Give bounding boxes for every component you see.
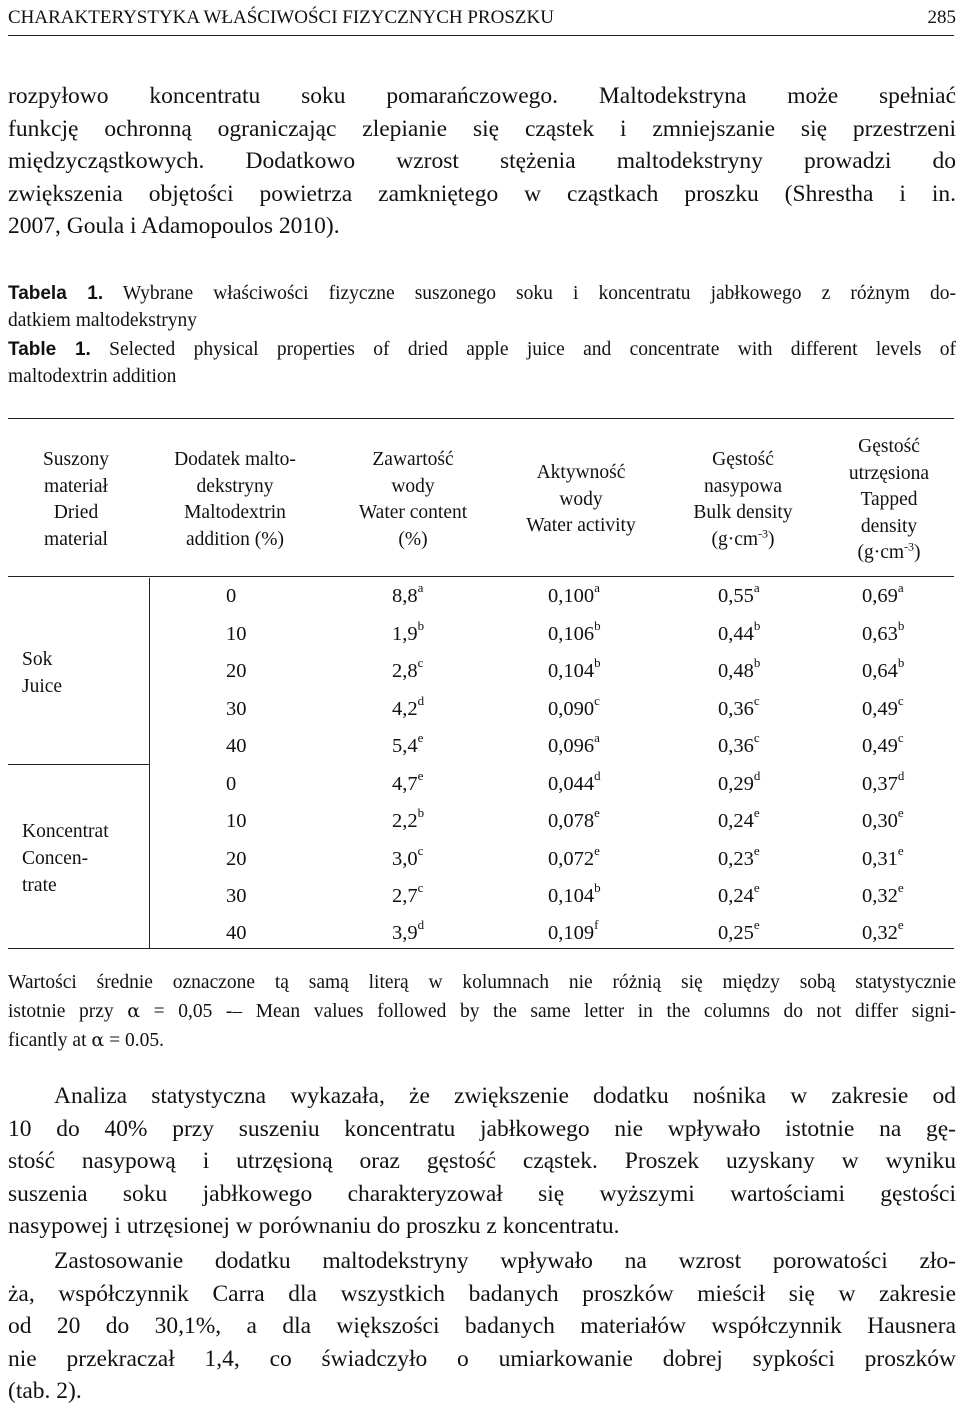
cell-value: 0,104 <box>548 660 595 682</box>
caption-label: Table 1. <box>8 339 91 360</box>
significance-letter: e <box>594 805 600 821</box>
text-line: ża, współczynnik Carra dla wszystkich badanych proszków mieścił się w zakresie <box>8 1280 956 1307</box>
column-header-tapped-density <box>814 434 960 567</box>
significance-letter: b <box>594 655 601 671</box>
significance-letter: e <box>897 880 904 896</box>
significance-letter: d <box>753 768 761 784</box>
text-line: Analiza statystyczna wykazała, że zwiększenie dodatku nośnika w zakresie od <box>54 1083 956 1109</box>
cell-value: 2,2 <box>392 810 418 832</box>
significance-letter: c <box>897 693 904 709</box>
cell-value: 4,2 <box>392 698 418 720</box>
significance-letter: a <box>897 580 904 596</box>
header-line: addition (%) <box>185 528 284 550</box>
unit-text: ) <box>768 528 775 550</box>
cell-bulk-density <box>718 880 760 908</box>
text-line: Zastosowanie dodatku maltodekstryny wpływało na wzrost porowatości zło- <box>54 1248 956 1274</box>
significance-letter: c <box>753 693 760 709</box>
cell-value: 0,096 <box>548 735 595 757</box>
header-line: dekstryny <box>196 475 274 497</box>
column-header-material <box>10 447 142 553</box>
cell-addition: 10 <box>226 810 247 832</box>
unit-exponent: -3 <box>758 526 769 540</box>
significance-letter: b <box>594 618 601 634</box>
cell-water-content <box>392 730 424 758</box>
column-header-addition <box>152 447 318 553</box>
cell-value: 4,7 <box>392 773 418 795</box>
group-label-juice <box>22 646 62 700</box>
unit-exponent: -3 <box>904 539 915 554</box>
header-line: Suszony <box>42 449 110 470</box>
text-line: 10 do 40% przy suszeniu koncentratu jabłkowego nie wpływało istotnie na gę- <box>8 1115 956 1142</box>
cell-tapped-density <box>862 655 905 683</box>
text-line: nasypowej i utrzęsionej w porównaniu do proszku z koncentratu. <box>8 1213 620 1239</box>
significance-letter: d <box>417 917 425 933</box>
text-line: 2007, Goula i Adamopoulos 2010). <box>8 213 340 239</box>
significance-letter: c <box>897 730 904 746</box>
footnote-text: = 0.05. <box>104 1030 164 1051</box>
cell-bulk-density <box>718 580 760 608</box>
cell-value: 0,29 <box>718 773 754 795</box>
cell-value: 0,078 <box>548 810 595 832</box>
caption-line <box>8 336 956 363</box>
significance-letter: b <box>417 618 425 634</box>
cell-value: 0,31 <box>862 848 898 870</box>
cell-value: 0,37 <box>862 773 898 795</box>
significance-letter: d <box>417 693 425 709</box>
text-line: (tab. 2). <box>8 1378 82 1404</box>
footnote-line <box>8 1026 956 1055</box>
cell-water-activity <box>548 880 601 908</box>
cell-value: 0,55 <box>718 585 754 607</box>
header-line: wody <box>559 488 603 510</box>
cell-value: 0,104 <box>548 885 595 907</box>
body-paragraph-analysis <box>8 1080 956 1243</box>
cell-value: 0,64 <box>862 660 898 682</box>
cell-addition: 30 <box>226 698 247 720</box>
cell-water-activity <box>548 917 599 945</box>
cell-tapped-density <box>862 580 904 608</box>
cell-addition: 40 <box>226 922 247 944</box>
column-header-water-activity <box>498 460 664 540</box>
significance-letter: b <box>897 655 905 671</box>
cell-value: 3,9 <box>392 922 418 944</box>
cell-tapped-density <box>862 805 904 833</box>
text-line: nie przekraczał 1,4, co świadczyło o umiarkowanie dobrej sypkości proszków <box>8 1345 956 1372</box>
cell-value: 0,63 <box>862 623 898 645</box>
header-unit <box>814 540 960 567</box>
group-label-line: Concen- <box>22 848 89 869</box>
cell-addition: 30 <box>226 885 247 907</box>
significance-letter: b <box>753 655 761 671</box>
significance-letter: a <box>594 580 600 596</box>
caption-line: maltodextrin addition <box>8 366 177 387</box>
header-line: Bulk density <box>693 502 793 523</box>
alpha-symbol: α <box>127 1000 141 1022</box>
cell-bulk-density <box>718 768 761 796</box>
cell-value: 0,44 <box>718 623 754 645</box>
cell-value: 0,106 <box>548 623 595 645</box>
table-header-rule <box>8 576 954 577</box>
significance-letter: a <box>753 580 760 596</box>
text-line: od 20 do 30,1%, a dla większości badanych materiałów współczynnik Hausnera <box>8 1313 956 1339</box>
unit-text: (g·cm <box>857 542 905 563</box>
footnote-line: Wartości średnie oznaczone tą samą literą w kolumnach nie różnią się między sobą statystycznie <box>8 972 956 993</box>
cell-tapped-density <box>862 730 904 758</box>
table-footnote <box>8 968 956 1055</box>
group-label-concentrate <box>22 818 109 899</box>
caption-text: Selected physical properties of dried apple juice and concentrate with different levels of <box>90 339 957 360</box>
cell-water-activity <box>548 693 600 721</box>
cell-water-content <box>392 880 424 908</box>
cell-water-activity <box>548 655 601 683</box>
significance-letter: f <box>594 917 599 933</box>
cell-value: 0,100 <box>548 585 595 607</box>
cell-water-content <box>392 768 424 796</box>
table-caption-pl <box>8 280 956 334</box>
cell-value: 0,49 <box>862 735 898 757</box>
significance-letter: e <box>753 880 760 896</box>
significance-letter: c <box>594 693 600 709</box>
caption-label: Tabela 1. <box>8 283 104 304</box>
cell-addition: 0 <box>226 773 237 795</box>
cell-value: 0,072 <box>548 848 595 870</box>
cell-water-activity <box>548 730 600 758</box>
cell-addition: 20 <box>226 848 247 870</box>
significance-letter: e <box>594 843 600 859</box>
header-line: materiał <box>44 475 108 497</box>
header-unit <box>668 527 818 554</box>
unit-text: ) <box>914 542 921 563</box>
cell-bulk-density <box>718 730 760 758</box>
cell-tapped-density <box>862 917 904 945</box>
cell-water-content <box>392 693 425 721</box>
cell-value: 0,36 <box>718 698 754 720</box>
group-label-line: trate <box>22 875 57 896</box>
cell-value: 0,36 <box>718 735 754 757</box>
running-header <box>8 4 956 32</box>
cell-water-content <box>392 618 425 646</box>
cell-water-activity <box>548 580 600 608</box>
cell-bulk-density <box>718 693 760 721</box>
significance-letter: b <box>594 880 601 896</box>
footnote-text: = 0,05 -– Mean values followed by the same letter in the columns do not differ signi- <box>140 1001 956 1022</box>
cell-value: 5,4 <box>392 735 418 757</box>
header-line: Dodatek malto- <box>174 449 296 470</box>
cell-water-activity <box>548 618 601 646</box>
footnote-line <box>8 997 956 1026</box>
cell-tapped-density <box>862 768 905 796</box>
significance-letter: b <box>753 618 761 634</box>
header-line: material <box>44 528 108 550</box>
cell-value: 0,32 <box>862 922 898 944</box>
header-line: Water activity <box>526 515 636 536</box>
header-line: Gęstość <box>858 436 920 457</box>
significance-letter: a <box>417 580 424 596</box>
cell-value: 8,8 <box>392 585 418 607</box>
cell-water-activity <box>548 805 600 833</box>
caption-text: Wybrane właściwości fizyczne suszonego soku i koncentratu jabłkowego z różnym do- <box>103 283 957 304</box>
text-line: międzycząstkowych. Dodatkowo wzrost stężenia maltodekstryny prowadzi do <box>8 148 956 174</box>
cell-water-content <box>392 843 424 871</box>
significance-letter: c <box>753 730 760 746</box>
header-line: density <box>860 515 918 537</box>
footnote-text: ficantly at <box>8 1030 92 1051</box>
group-label-line: Juice <box>22 676 63 697</box>
header-line: wody <box>391 475 435 497</box>
header-line: Aktywność <box>536 462 626 483</box>
footnote-text: istotnie przy <box>8 1001 128 1022</box>
significance-letter: c <box>417 843 424 859</box>
table-bottom-rule <box>8 948 954 949</box>
running-title: CHARAKTERYSTYKA WŁAŚCIWOŚCI FIZYCZNYCH PROSZKU <box>8 7 554 28</box>
header-line: Gęstość <box>712 449 774 470</box>
first-column-separator <box>149 578 150 948</box>
significance-letter: e <box>417 730 424 746</box>
header-line: (%) <box>398 528 428 550</box>
cell-tapped-density <box>862 843 904 871</box>
table-top-rule <box>8 418 954 419</box>
cell-bulk-density <box>718 843 760 871</box>
cell-addition: 0 <box>226 585 237 607</box>
intro-paragraph <box>8 80 956 243</box>
cell-value: 0,090 <box>548 698 595 720</box>
header-line: Water content <box>358 502 468 523</box>
cell-water-content <box>392 805 425 833</box>
cell-value: 0,32 <box>862 885 898 907</box>
significance-letter: a <box>594 730 600 746</box>
header-line: Zawartość <box>372 449 454 470</box>
cell-water-activity <box>548 843 600 871</box>
text-line: suszenia soku jabłkowego charakteryzował się wyższymi wartościami gęstości <box>8 1180 956 1207</box>
significance-letter: d <box>897 768 905 784</box>
significance-letter: d <box>594 768 601 784</box>
cell-value: 2,7 <box>392 885 418 907</box>
significance-letter: e <box>753 805 760 821</box>
cell-bulk-density <box>718 805 760 833</box>
cell-value: 1,9 <box>392 623 418 645</box>
unit-text: (g·cm <box>711 528 759 550</box>
cell-value: 0,044 <box>548 773 595 795</box>
cell-value: 0,23 <box>718 848 754 870</box>
cell-value: 0,24 <box>718 885 754 907</box>
cell-bulk-density <box>718 917 760 945</box>
cell-value: 3,0 <box>392 848 418 870</box>
column-header-water-content <box>330 447 496 553</box>
group-label-line: Koncentrat <box>22 821 109 842</box>
cell-tapped-density <box>862 693 904 721</box>
significance-letter: e <box>897 917 904 933</box>
cell-tapped-density <box>862 880 904 908</box>
cell-water-activity <box>548 768 601 796</box>
header-line: utrzęsiona <box>848 462 930 484</box>
cell-water-content <box>392 580 424 608</box>
cell-value: 0,48 <box>718 660 754 682</box>
cell-water-content <box>392 917 425 945</box>
header-line: Maltodextrin <box>184 502 286 523</box>
significance-letter: c <box>417 655 424 671</box>
header-line: Dried <box>53 502 99 523</box>
page-number: 285 <box>927 7 956 28</box>
significance-letter: b <box>417 805 425 821</box>
table-caption-en <box>8 336 956 390</box>
group-label-line: Sok <box>22 649 53 670</box>
cell-water-content <box>392 655 424 683</box>
cell-addition: 20 <box>226 660 247 682</box>
cell-bulk-density <box>718 618 761 646</box>
caption-line <box>8 280 956 307</box>
text-line: zwiększenia objętości powietrza zamkniętego w cząstkach proszku (Shrestha i in. <box>8 180 956 207</box>
cell-value: 0,30 <box>862 810 898 832</box>
header-line: Tapped <box>860 489 918 510</box>
significance-letter: e <box>897 843 904 859</box>
text-line: rozpyłowo koncentratu soku pomarańczowego. Maltodekstryna może spełniać <box>8 83 956 109</box>
header-rule <box>8 35 954 36</box>
significance-letter: e <box>417 768 424 784</box>
cell-tapped-density <box>862 618 905 646</box>
cell-addition: 40 <box>226 735 247 757</box>
column-header-bulk-density <box>668 447 818 553</box>
alpha-symbol: α <box>91 1029 105 1051</box>
header-line: nasypowa <box>704 475 782 497</box>
significance-letter: c <box>417 880 424 896</box>
significance-letter: e <box>753 843 760 859</box>
significance-letter: e <box>753 917 760 933</box>
cell-value: 0,69 <box>862 585 898 607</box>
text-line: stość nasypową i utrzęsioną oraz gęstość cząstek. Proszek uzyskany w wyniku <box>8 1148 956 1174</box>
cell-bulk-density <box>718 655 761 683</box>
cell-value: 0,24 <box>718 810 754 832</box>
cell-value: 0,49 <box>862 698 898 720</box>
group-divider-rule <box>8 764 149 765</box>
significance-letter: b <box>897 618 905 634</box>
body-paragraph-maltodextrin <box>8 1245 956 1408</box>
text-line: funkcję ochronną ograniczając zlepianie się cząstek i zmniejszanie się przestrzeni <box>8 115 956 142</box>
cell-value: 0,25 <box>718 922 754 944</box>
significance-letter: e <box>897 805 904 821</box>
cell-value: 0,109 <box>548 922 595 944</box>
caption-line: datkiem maltodekstryny <box>8 310 198 331</box>
cell-addition: 10 <box>226 623 247 645</box>
cell-value: 2,8 <box>392 660 418 682</box>
